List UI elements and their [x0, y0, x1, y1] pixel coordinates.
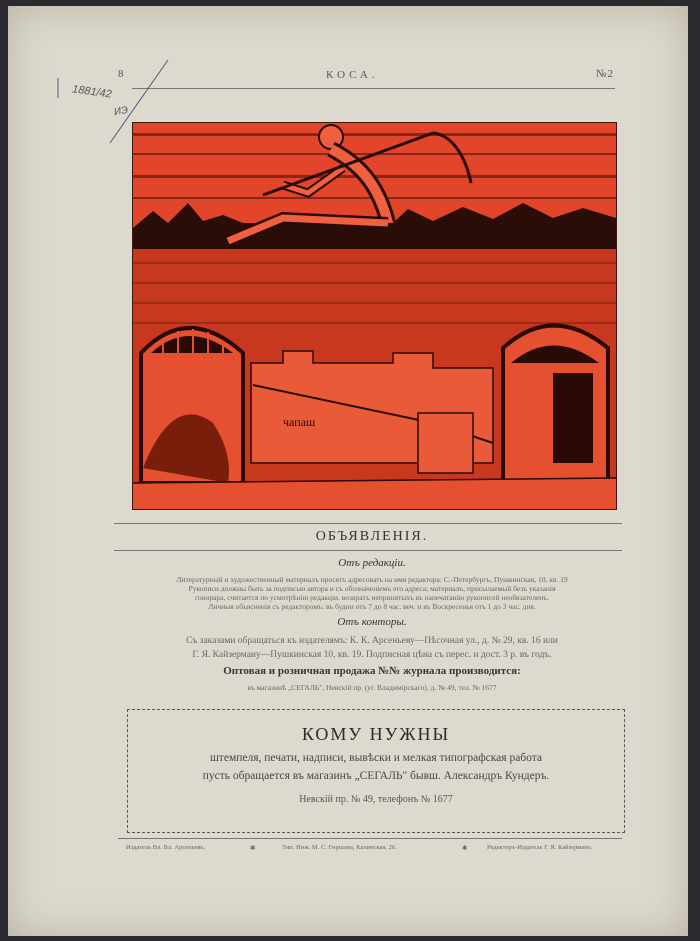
ads-title: ОБЪЯВЛЕНІЯ.	[315, 529, 429, 544]
death-scythe-illustration	[132, 122, 617, 510]
imprint-editor: Редакторъ-Издатель Г. Я. Кайзерманъ.	[487, 844, 593, 851]
illustration-sign: чапаш	[283, 415, 316, 429]
office-heading: Отъ конторы.	[337, 616, 407, 628]
box-line-3: Невскій пр. № 49, телефонъ № 1677	[299, 794, 453, 805]
header-rule	[132, 88, 615, 89]
editors-line-3: гонорара, считается по усмотрѣнію редакціи. возвратъ непринятыхъ въ напечатанію рукописей необязателенъ.	[194, 593, 550, 602]
imprint-bullet-1: ✱	[250, 845, 256, 852]
page-number: 8	[118, 68, 128, 80]
box-line-1: штемпеля, печати, надписи, вывѣски и мелкая типографская работа	[209, 752, 543, 764]
handwritten-number: 1881/42	[71, 83, 113, 101]
sale-line-1: Оптовая и розничная продажа №№ журнала производится:	[223, 665, 521, 677]
journal-title: КОСА.	[326, 69, 379, 81]
ads-rule-top	[114, 523, 622, 524]
stamp-shop-ad	[127, 709, 625, 833]
office-line-2: Г. Я. Кайзерману—Пушкинская 10, кв. 19. Подписная цѣна съ перес. и дост. 3 р. въ годъ.	[192, 650, 552, 660]
imprint-bullet-2: ✱	[462, 845, 468, 852]
editors-line-4: Личныя объясненія съ редакторомъ: въ будни отъ 7 до 8 час. веч. и въ Воскресенья отъ 1 до 3 час. дня.	[208, 602, 536, 611]
magazine-page	[8, 6, 688, 936]
box-line-2: пусть обращается въ магазинъ „СЕГАЛЬ" бывш. Александръ Кундеръ.	[202, 770, 550, 782]
box-title: КОМУ НУЖНЫ	[301, 724, 451, 744]
imprint-printer: Тип. Инж. М. С. Гиршова, Калинская, 26.	[282, 844, 397, 851]
ads-rule-bottom	[114, 550, 622, 551]
issue-number: №2	[596, 68, 614, 80]
handwritten-initials: ИЭ	[113, 104, 129, 119]
office-line-1: Съ заказами обращаться къ издателямъ: К. К. Арсеньеву—Пѣсочная ул., д. № 29, кв. 16 или	[186, 636, 558, 646]
editors-line-1: Литературный и художественный материалъ просятъ адресовать на имя редактора: С.-Петербургъ, Пушкинская, 10, кв. 19	[176, 575, 568, 584]
imprint-publisher: Издатель Вл. Вл. Арсеньевъ.	[126, 844, 206, 851]
editors-line-2: Рукописи должны быть за подписью автора и съ обозначеніемъ его адреса; материалъ, присылаемый безъ указанія	[188, 584, 556, 593]
footer-rule	[118, 838, 622, 839]
sale-line-2: въ магазинѣ „СЕГАЛЬ", Невскій пр. (уг. Владимірскаго), д. № 49, тел. № 1677	[247, 683, 497, 692]
editors-heading: Отъ редакціи.	[338, 557, 406, 569]
